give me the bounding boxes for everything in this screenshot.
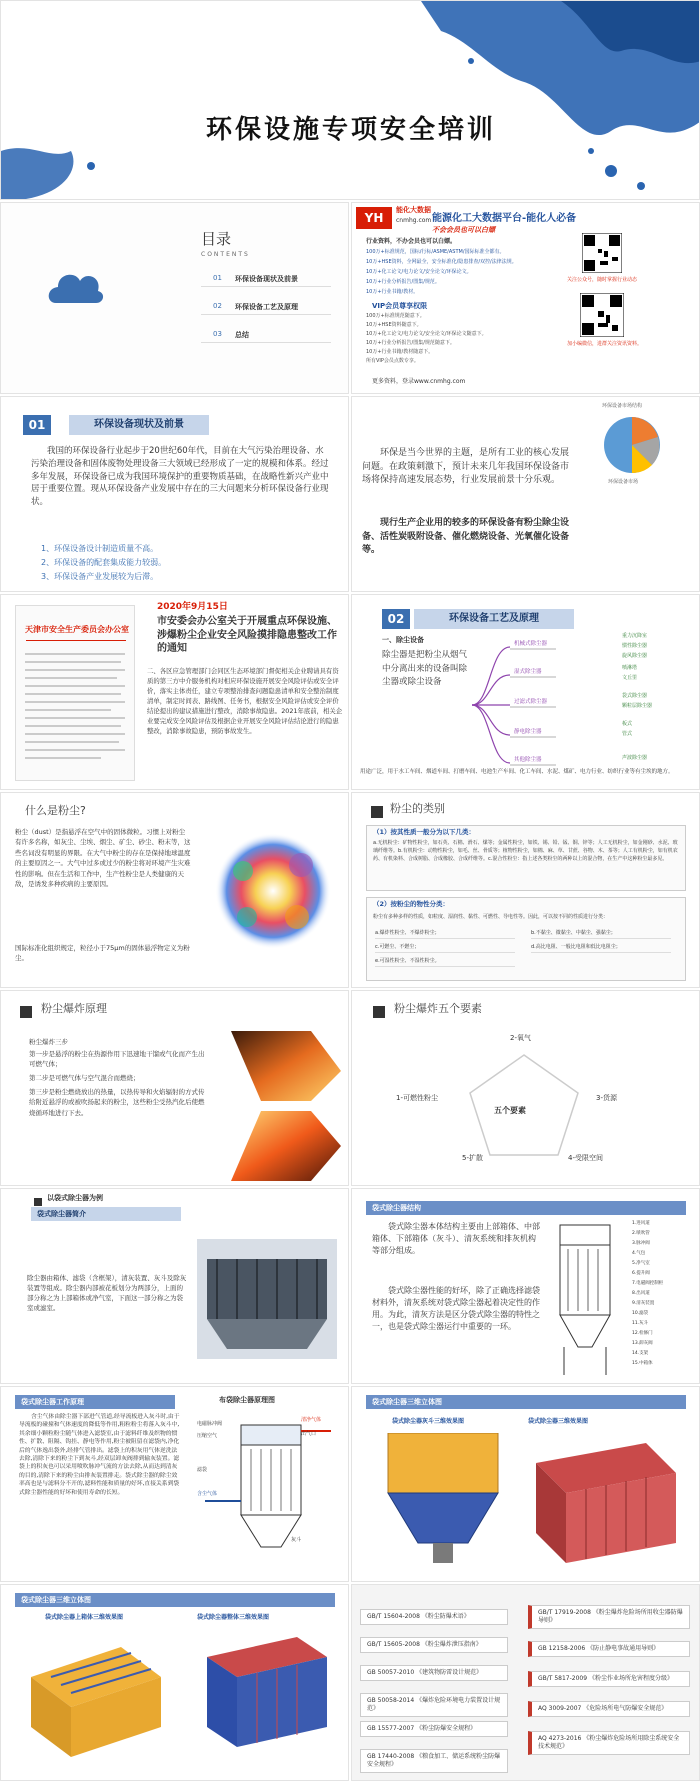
subsection-title: 一、除尘设备 xyxy=(382,636,424,644)
principle-label: 滤袋 xyxy=(197,1467,208,1473)
type-cell: e.可湿性粉尘、不湿性粉尘。 xyxy=(375,958,515,967)
category-heading: （1）按其性质一般分为以下几类： xyxy=(373,828,476,836)
tree-branch: 过滤式除尘器 xyxy=(514,699,548,705)
cube-icon xyxy=(370,805,384,819)
structure-label: 3.脉冲阀 xyxy=(632,1241,650,1246)
structure-label: 6.提升阀 xyxy=(632,1271,650,1276)
standard-item: GB 50058-2014 《爆炸危险环境电力装置设计规范》 xyxy=(360,1693,508,1717)
image-caption: 袋式除尘器整体三维效果图 xyxy=(197,1614,270,1621)
section-title: 环保设备工艺及原理 xyxy=(414,609,574,629)
bag-filter-intro-slide xyxy=(0,1188,349,1384)
dust-paragraph: 粉尘（dust）是指悬浮在空气中的固体微粒。习惯上对粉尘有许多名称，如灰尘、尘埃、烟尘、矿尘、砂尘、粉末等，这些名词没有明显的界限。在大气中粉尘的存在是保持地球温度的主要原因之一。大气中过多或过少的粉尘将对环境产生灾难性的影响。但在生活和工作中，生产性粉尘是人类健康的天敌，是诱发多种疾病的主要原因。 xyxy=(15,828,191,888)
standard-item: GB/T 17919-2008 《粉尘爆炸危险场所用收尘器防爆导则》 xyxy=(528,1605,690,1629)
intro-text: 除尘器是把粉尘从烟气中分离出来的设备叫除尘器或除尘设备 xyxy=(382,650,468,688)
explosion-step: 第二步是可燃气体与空气混合而燃烧； xyxy=(29,1074,140,1082)
toc-number: 03 xyxy=(213,330,222,338)
pentagon-center: 五个要素 xyxy=(494,1106,526,1115)
ink-splash-decoration xyxy=(1,1,700,200)
ad-line: 10万+HSE资料，全网最全，安全标准化/隐患排查/双控/法律法规。 xyxy=(366,259,517,265)
principle-label: 压缩空气 xyxy=(197,1433,218,1439)
explosion-step: 第三步是粉尘燃烧放出的热量，以热传导和火焰辐射的方式传给附近悬浮的或被吹扬起来的粉尘，这些粉尘受热汽化后使燃烧循环地进行下去。 xyxy=(29,1088,205,1117)
outlook-slide xyxy=(351,396,700,592)
upper-box-3d-image xyxy=(21,1627,171,1777)
five-elements-slide xyxy=(351,990,700,1186)
standard-item: GB/T 15605-2008 《粉尘爆炸泄压指南》 xyxy=(360,1637,508,1653)
tree-leaf: 声波除尘器 xyxy=(622,755,648,761)
platform-title: 能源化工大数据平台-能化人必备 xyxy=(432,213,577,224)
working-text: 含尘气体由除尘器下部进气管道,经导流板进入灰斗时,由于导流板的碰撞和气体速度的降低等作用,粗粒粉尘将落入灰斗中,其余细小颗粒粉尘随气体进入滤袋室,由于滤料纤维及织物的惯性、扩散、阻隔、钩挂、静电等作用,粉尘被阻留在滤袋内,净化后的气体逸出袋外,经排气管排出。滤袋上的积灰用气体逆洗法去除,清除下来的粉尘下到灰斗,经双层卸灰阀排到输灰装置。滤袋上的积灰也可以采用喷吹脉冲气流的方法去除,从而达到清灰的目的,清除下来的粉尘由排灰装置排走。袋式除尘器的除尘效率高也是与滤料分不开的,滤料性能和质量的好坏,直接关系到袋式除尘器性能的好坏和使用寿命的长短。 xyxy=(19,1414,180,1496)
vip-line: 10万+HSE资料随意下。 xyxy=(366,322,422,328)
structure-label: 9.清灰装置 xyxy=(632,1301,655,1306)
section-paragraph: 我国的环保设备行业起步于20世纪60年代，目前在大气污染治理设备、水污染治理设备和固体废物处理设备三大领域已经形成了一定的规模和体系。经过多年发展，环保设备已成为我国环境保护的重要物质基础，在战略性新兴产业中居于重要位置。现从环保设备产业发展中存在的三大问题来分析环保设备行业现状。 xyxy=(31,446,329,507)
bag-intro-text: 除尘器由箱体、滤袋（含框架），清灰装置、灰斗及除灰装置等组成。除尘器内部被花板划分为两部分，上面的部分称之为上部箱体或净气室，下面这一部分称之为袋室或滤室。 xyxy=(27,1274,187,1313)
tree-leaf: 重力沉降室 xyxy=(622,633,648,639)
qr-code-icon xyxy=(582,233,622,273)
main-title: 环保设施专项安全培训 xyxy=(205,115,496,145)
tree-leaf: 喷淋塔 xyxy=(622,665,638,671)
standard-item: GB 12158-2006 《防止静电事故通用导则》 xyxy=(528,1641,690,1657)
notice-slide xyxy=(0,594,349,790)
structure-label: 13.卸灰阀 xyxy=(632,1341,653,1346)
principle-label: 清净气体 xyxy=(301,1417,322,1423)
properties-box xyxy=(366,825,686,891)
ad-line: 100万+标准规范，国标/行标/ASME/ASTM/国际标准全都有。 xyxy=(366,249,505,255)
type-cell: c.可燃尘、不燃尘； xyxy=(375,944,515,953)
slide-title: 粉尘爆炸五个要素 xyxy=(394,1002,482,1015)
market-pie-chart xyxy=(602,415,662,475)
slide-title: 什么是粉尘? xyxy=(25,804,86,817)
structure-paragraph: 袋式除尘器本体结构主要由上部箱体、中部箱体、下部箱体（灰斗）、清灰系统和排灰机构等部分组成。 xyxy=(372,1222,540,1255)
3d-view-slide-2 xyxy=(0,1584,349,1781)
ad-line: 10万+化工论文/电力论文/安全论文/环保论文。 xyxy=(366,269,472,275)
toc-label: 环保设备现状及前景 xyxy=(235,275,298,283)
principle-diagram xyxy=(201,1411,341,1571)
category-content: 粉尘有多种多样的性质，如粒度、湿润性、黏性、可燃性、导电性等。因此，可以按不同的性质进行分类： xyxy=(373,914,609,920)
vip-line: 所有VIP会员点数专享。 xyxy=(366,358,419,364)
section01-slide xyxy=(0,396,349,592)
toc-subheading: CONTENTS xyxy=(201,251,250,258)
vip-line: 100万+标准规范随意下。 xyxy=(366,313,425,319)
slide-title: 粉尘的类别 xyxy=(390,802,445,815)
qr-code-icon xyxy=(580,293,624,337)
ad-slide xyxy=(351,202,700,394)
tree-leaf: 管式 xyxy=(622,731,633,737)
usage-text: 用途广泛，用于水工车间、烟道车间、打磨车间、电池生产车间、化工车间、水泥、煤矿、电力行业、纺织行业等有尘埃的地方。 xyxy=(360,769,674,775)
standard-item: GB 50057-2010 《建筑物防雷设计规范》 xyxy=(360,1665,508,1681)
notice-date: 2020年9月15日 xyxy=(157,602,228,612)
structure-diagram xyxy=(552,1219,622,1379)
pie-title: 环保设备市场结构 xyxy=(602,403,643,409)
standard-item: AQ 4273-2016 《粉尘爆炸危险场所用除尘系统安全技术规范》 xyxy=(528,1731,690,1755)
whole-filter-3d-image xyxy=(187,1627,337,1777)
category-heading: （2）按粉尘的物性分类： xyxy=(373,900,450,908)
qr-caption: 加小编微信，进群关注资讯资料。 xyxy=(567,341,643,347)
ad-line: 10万+行业分析报告/图集/规范。 xyxy=(366,279,440,285)
physical-box xyxy=(366,897,686,981)
slide-title: 粉尘爆炸原理 xyxy=(41,1002,107,1015)
type-cell: a.爆炸性粉尘、不爆炸粉尘； xyxy=(375,930,515,939)
toc-heading: 目录 xyxy=(201,230,232,248)
toc-slide xyxy=(0,202,349,394)
working-principle-slide xyxy=(0,1386,349,1582)
structure-label: 8.出风道 xyxy=(632,1291,650,1296)
principle-label: 灰斗 xyxy=(291,1537,302,1543)
toc-number: 02 xyxy=(213,302,222,310)
structure-label: 15.中箱体 xyxy=(632,1361,653,1366)
structure-label: 2.喷吹管 xyxy=(632,1231,650,1236)
document-title: 天津市安全生产委员会办公室 xyxy=(25,625,129,634)
section-title: 环保设备现状及前景 xyxy=(69,415,209,435)
slide-heading: 以袋式除尘器为例 xyxy=(47,1194,103,1202)
structure-label: 14.支架 xyxy=(632,1351,649,1356)
element-label: 3-货源 xyxy=(596,1094,617,1102)
3d-view-slide-1 xyxy=(351,1386,700,1582)
image-caption: 袋式除尘器三维效果图 xyxy=(528,1418,589,1425)
more-link[interactable]: 更多资料，登录www.cnmhg.com xyxy=(372,378,466,385)
type-cell: d.高比电阻、一般比电阻和低比电阻尘； xyxy=(531,944,671,953)
issue-item: 1、环保设备设计制造质量不高。 xyxy=(41,544,159,553)
vip-line: 10万+化工论文/电力论文/安全论文/环保论文随意下。 xyxy=(366,331,487,337)
structure-label: 10.滤袋 xyxy=(632,1311,649,1316)
element-label: 5-扩散 xyxy=(462,1154,483,1162)
ad-line: 10万+行业书籍/教材。 xyxy=(366,289,419,295)
type-cell: b.不黏尘、微黏尘、中黏尘、强黏尘； xyxy=(531,930,671,939)
section-number: 01 xyxy=(23,415,51,435)
cube-icon xyxy=(33,1197,43,1207)
diagram-title: 布袋除尘器原理图 xyxy=(219,1396,275,1404)
category-content: a.无机粉尘：矿物性粉尘，如石英、石棉、滑石、煤等；金属性粉尘，如铁、锡、铅、锰、铜、锌等；人工无机粉尘，如金刚砂、水泥、玻璃纤维等。b.有机粉尘：动物性粉尘，如毛、丝、骨质等；植物性粉尘，如棉、麻、草、甘蔗、谷物、木、茶等；人工有机粉尘，如有机农药、有机染料、合成树脂、合成橡胶、合成纤维等。c.混合性粉尘：指上述各类粉尘的两种以上的混合物，在生产中这种粉尘最多见。 xyxy=(373,840,678,862)
logo-site: cnmhg.com xyxy=(396,217,432,224)
tree-branch: 其他除尘器 xyxy=(514,757,542,763)
slide-tag: 袋式除尘器三维立体图 xyxy=(15,1593,335,1607)
slide-tag: 袋式除尘器结构 xyxy=(366,1201,686,1215)
issue-item: 2、环保设备的配套集成能力较弱。 xyxy=(41,558,167,567)
toc-label: 总结 xyxy=(235,331,249,339)
toc-number: 01 xyxy=(213,274,222,282)
filter-3d-image xyxy=(526,1433,686,1573)
element-label: 2-氧气 xyxy=(510,1034,531,1042)
tree-leaf: 颗粒层除尘器 xyxy=(622,703,653,709)
dust-definition-slide xyxy=(0,792,349,988)
dust-burst-image xyxy=(213,831,333,951)
cube-icon xyxy=(19,1005,33,1019)
explosion-principle-slide xyxy=(0,990,349,1186)
principle-label: 出气口 xyxy=(301,1431,317,1437)
tree-branch: 机械式除尘器 xyxy=(514,641,548,647)
section02-slide xyxy=(351,594,700,790)
tree-leaf: 板式 xyxy=(622,721,633,727)
logo-text: 能化大数据 xyxy=(396,206,431,214)
vip-title: VIP会员尊享权限 xyxy=(372,302,428,310)
standards-slide xyxy=(351,1584,700,1781)
toc-label: 环保设备工艺及原理 xyxy=(235,303,298,311)
bag-filter-structure-slide xyxy=(351,1188,700,1384)
standard-item: GB 17440-2008 《粮食加工、储运系统粉尘防爆安全规程》 xyxy=(360,1749,508,1773)
structure-label: 12.检修门 xyxy=(632,1331,653,1336)
element-label: 1-可燃性粉尘 xyxy=(396,1094,438,1102)
cube-icon xyxy=(372,1005,386,1019)
structure-paragraph-2: 袋式除尘器性能的好坏，除了正确选择滤袋材料外，清灰系统对袋式除尘器起着决定性的作用。为此，清灰方法是区分袋式除尘器的特性之一，也是袋式除尘器运行中重要的一环。 xyxy=(372,1286,540,1331)
document-image xyxy=(15,605,135,781)
qr-caption: 关注公众号，随时掌握行业动态 xyxy=(567,277,638,283)
outlook-paragraph: 环保是当今世界的主题，是所有工业的核心发展问题。在政策刺激下，预计未来几年我国环保设备市场将保持高速发展态势，行业发展前景十分乐观。 xyxy=(362,448,570,485)
structure-label: 11.灰斗 xyxy=(632,1321,649,1326)
standard-item: AQ 3009-2007 《危险场所电气防爆安全规范》 xyxy=(528,1701,690,1717)
bag-filter-photo xyxy=(197,1239,337,1359)
image-caption: 袋式除尘器上箱体三维效果图 xyxy=(45,1614,124,1621)
notice-title: 市安委会办公室关于开展重点环保设施、涉爆粉尘企业安全风险摸排隐患整改工作的通知 xyxy=(157,616,337,654)
slide-tag: 袋式除尘器三维立体图 xyxy=(366,1395,686,1409)
tree-leaf: 惯性除尘器 xyxy=(622,643,648,649)
principle-label: 含尘气体 xyxy=(197,1491,218,1497)
slide-tag: 袋式除尘器简介 xyxy=(31,1207,181,1221)
logo: YH xyxy=(356,207,392,229)
section-number: 02 xyxy=(382,609,410,629)
image-caption: 袋式除尘器灰斗三维效果图 xyxy=(392,1418,465,1425)
ad-line: 行业资料，不办会员也可以白嫖。 xyxy=(366,238,457,245)
slogan: 不会会员也可以白嫖 xyxy=(432,226,495,234)
standard-item: GB/T 5817-2009 《粉尘作业场所危害程度分级》 xyxy=(528,1671,690,1687)
standard-item: GB/T 15604-2008 《粉尘防爆术语》 xyxy=(360,1609,508,1625)
notice-body: 二、各区应急管理部门会同区生态环境部门督促相关企业聘请具有资质的第三方中介服务机构对相应环保设施开展安全风险评估或安全评价，落实主体责任，建立专项整治排查问题隐患清单和安全整治制度清单，制定时间表、路线图、任务书，根据安全风险评估或安全评价结论提出的建议措施进行整改，消除事故隐患。2021年底前，相关企业要完成安全风险评估及根据企业开展安全风险评估结论进行的隐患整改，消除事故隐患，预防事故发生。 xyxy=(147,667,343,735)
explosion-images xyxy=(231,1031,341,1181)
toc-item[interactable] xyxy=(201,271,331,287)
slide-tag: 袋式除尘器工作原理 xyxy=(15,1395,175,1409)
tree-branch: 湿式除尘器 xyxy=(514,669,542,675)
toc-item[interactable] xyxy=(201,327,331,343)
explosion-step: 第一步是悬浮的粉尘在热源作用下迅速地干馏或气化而产生出可燃气体； xyxy=(29,1050,205,1069)
structure-label: 1.进风道 xyxy=(632,1221,650,1226)
dust-standard: 国际标准化组织规定，粒径小于75μm的固体悬浮物定义为粉尘。 xyxy=(15,944,190,963)
standard-item: GB 15577-2007 《粉尘防爆安全规程》 xyxy=(360,1721,508,1737)
tree-leaf: 旋风除尘器 xyxy=(622,653,648,659)
vip-line: 10万+行业书籍/教材随意下。 xyxy=(366,349,434,355)
principle-label: 电磁脉冲阀 xyxy=(197,1421,223,1427)
element-label: 4-受限空间 xyxy=(568,1154,603,1162)
cloud-icon xyxy=(46,263,106,313)
structure-label: 4.气包 xyxy=(632,1251,646,1256)
document-text-lines xyxy=(21,648,131,778)
title-slide xyxy=(0,0,700,200)
tree-leaf: 文丘里 xyxy=(622,675,638,681)
structure-label: 5.净气室 xyxy=(632,1261,650,1266)
tree-leaf: 袋式除尘器 xyxy=(622,693,648,699)
structure-label: 7.电磁阀控制柜 xyxy=(632,1281,664,1286)
explosion-step: 粉尘爆炸三步 xyxy=(29,1038,68,1046)
tree-branch: 静电除尘器 xyxy=(514,729,542,735)
issue-item: 3、环保设备产业发展较为后滞。 xyxy=(41,572,159,581)
vip-line: 10万+行业分析报告/图集/规范随意下。 xyxy=(366,340,455,346)
pie-legend: 环保设备市场 xyxy=(608,479,639,485)
outlook-paragraph-2: 现行生产企业用的较多的环保设备有粉尘除尘设备、活性炭吸附设备、催化燃烧设备、光氧催化设备等。 xyxy=(362,518,570,555)
hopper-3d-image xyxy=(378,1433,508,1573)
toc-item[interactable] xyxy=(201,299,331,315)
dust-types-slide xyxy=(351,792,700,988)
